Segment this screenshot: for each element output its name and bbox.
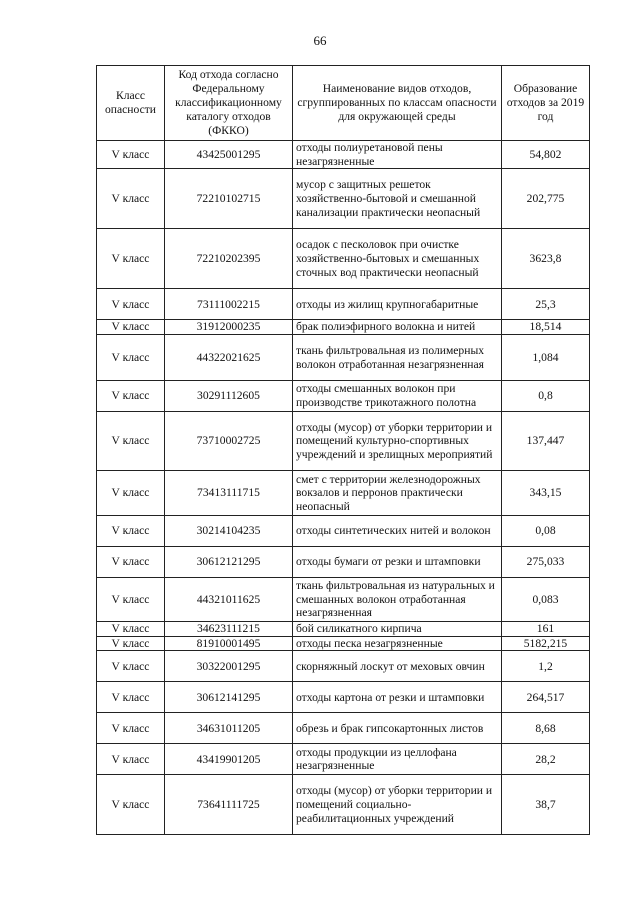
- waste-name-cell: ткань фильтровальная из полимерных волокон отработанная незагрязненная: [293, 335, 502, 381]
- waste-amount-cell: 137,447: [502, 412, 590, 471]
- table-row: [97, 682, 590, 713]
- table-row: [97, 320, 590, 335]
- waste-amount-cell: 8,68: [502, 713, 590, 744]
- fkko-code-cell: 30322001295: [165, 651, 293, 682]
- fkko-code-cell: 72210202395: [165, 229, 293, 289]
- table-row: [97, 622, 590, 637]
- hazard-class-cell: V класс: [97, 169, 165, 229]
- fkko-code-cell: 73413111715: [165, 471, 293, 516]
- waste-amount-cell: 202,775: [502, 169, 590, 229]
- table-row: [97, 289, 590, 320]
- waste-amount-cell: 0,08: [502, 516, 590, 547]
- waste-amount-cell: 275,033: [502, 547, 590, 578]
- waste-name-cell: мусор с защитных решеток хозяйственно-бытовой и смешанной канализации практически неопасный: [293, 169, 502, 229]
- waste-amount-cell: 1,084: [502, 335, 590, 381]
- hazard-class-cell: V класс: [97, 335, 165, 381]
- waste-name-cell: осадок с песколовок при очистке хозяйственно-бытовых и смешанных сточных вод практически неопасный: [293, 229, 502, 289]
- fkko-code-cell: 30291112605: [165, 381, 293, 412]
- fkko-code-cell: 73641111725: [165, 775, 293, 835]
- waste-amount-cell: 3623,8: [502, 229, 590, 289]
- fkko-code-cell: 81910001495: [165, 636, 293, 651]
- hazard-class-cell: V класс: [97, 682, 165, 713]
- table-row: [97, 412, 590, 471]
- waste-amount-cell: 38,7: [502, 775, 590, 835]
- waste-name-cell: смет с территории железнодорожных вокзалов и перронов практически неопасный: [293, 471, 502, 516]
- table-row: [97, 744, 590, 775]
- fkko-code-cell: 43419901205: [165, 744, 293, 775]
- waste-name-cell: отходы продукции из целлофана незагрязненные: [293, 744, 502, 775]
- table-row: [97, 651, 590, 682]
- table-row: [97, 713, 590, 744]
- table-header: [97, 66, 590, 141]
- fkko-code-cell: 31912000235: [165, 320, 293, 335]
- waste-name-cell: скорняжный лоскут от меховых овчин: [293, 651, 502, 682]
- waste-name-cell: отходы картона от резки и штамповки: [293, 682, 502, 713]
- page-number: 66: [313, 33, 327, 48]
- fkko-code-cell: 73710002725: [165, 412, 293, 471]
- fkko-code-cell: 44322021625: [165, 335, 293, 381]
- fkko-code-cell: 43425001295: [165, 141, 293, 169]
- table-row: [97, 141, 590, 169]
- waste-amount-cell: 18,514: [502, 320, 590, 335]
- fkko-code-cell: 72210102715: [165, 169, 293, 229]
- hazard-class-cell: V класс: [97, 381, 165, 412]
- waste-name-cell: отходы синтетических нитей и волокон: [293, 516, 502, 547]
- header-fkko-code: Код отхода согласно Федеральному классификационному каталогу отходов (ФККО): [165, 66, 293, 141]
- header-waste-amount: Образование отходов за 2019 год: [502, 66, 590, 141]
- hazard-class-cell: V класс: [97, 141, 165, 169]
- table-row: [97, 775, 590, 835]
- waste-name-cell: отходы (мусор) от уборки территории и помещений социально-реабилитационных учреждений: [293, 775, 502, 835]
- hazard-class-cell: V класс: [97, 636, 165, 651]
- fkko-code-cell: 30612121295: [165, 547, 293, 578]
- waste-amount-cell: 343,15: [502, 471, 590, 516]
- fkko-code-cell: 44321011625: [165, 578, 293, 622]
- waste-amount-cell: 0,083: [502, 578, 590, 622]
- hazard-class-cell: V класс: [97, 578, 165, 622]
- hazard-class-cell: V класс: [97, 622, 165, 637]
- fkko-code-cell: 34631011205: [165, 713, 293, 744]
- header-hazard-class: Класс опасности: [97, 66, 165, 141]
- waste-amount-cell: 0,8: [502, 381, 590, 412]
- table-row: [97, 636, 590, 651]
- waste-name-cell: отходы из жилищ крупногабаритные: [293, 289, 502, 320]
- fkko-code-cell: 30612141295: [165, 682, 293, 713]
- waste-table: [96, 65, 590, 835]
- waste-name-cell: брак полиэфирного волокна и нитей: [293, 320, 502, 335]
- hazard-class-cell: V класс: [97, 412, 165, 471]
- waste-name-cell: отходы полиуретановой пены незагрязненные: [293, 141, 502, 169]
- table-row: [97, 471, 590, 516]
- waste-name-cell: бой силикатного кирпича: [293, 622, 502, 637]
- table-row: [97, 169, 590, 229]
- header-row: [97, 66, 590, 141]
- hazard-class-cell: V класс: [97, 516, 165, 547]
- table-row: [97, 381, 590, 412]
- waste-amount-cell: 54,802: [502, 141, 590, 169]
- waste-amount-cell: 264,517: [502, 682, 590, 713]
- hazard-class-cell: V класс: [97, 775, 165, 835]
- hazard-class-cell: V класс: [97, 289, 165, 320]
- waste-amount-cell: 1,2: [502, 651, 590, 682]
- fkko-code-cell: 73111002215: [165, 289, 293, 320]
- fkko-code-cell: 30214104235: [165, 516, 293, 547]
- hazard-class-cell: V класс: [97, 320, 165, 335]
- waste-name-cell: отходы бумаги от резки и штамповки: [293, 547, 502, 578]
- waste-name-cell: обрезь и брак гипсокартонных листов: [293, 713, 502, 744]
- waste-name-cell: ткань фильтровальная из натуральных и смешанных волокон отработанная незагрязненная: [293, 578, 502, 622]
- hazard-class-cell: V класс: [97, 713, 165, 744]
- table-body: [97, 141, 590, 835]
- table-row: [97, 335, 590, 381]
- waste-amount-cell: 161: [502, 622, 590, 637]
- header-waste-name: Наименование видов отходов, сгруппированных по классам опасности для окружающей среды: [293, 66, 502, 141]
- hazard-class-cell: V класс: [97, 651, 165, 682]
- waste-amount-cell: 25,3: [502, 289, 590, 320]
- waste-amount-cell: 28,2: [502, 744, 590, 775]
- waste-amount-cell: 5182,215: [502, 636, 590, 651]
- waste-name-cell: отходы песка незагрязненные: [293, 636, 502, 651]
- hazard-class-cell: V класс: [97, 744, 165, 775]
- table-row: [97, 229, 590, 289]
- fkko-code-cell: 34623111215: [165, 622, 293, 637]
- waste-name-cell: отходы смешанных волокон при производстве трикотажного полотна: [293, 381, 502, 412]
- table-row: [97, 547, 590, 578]
- hazard-class-cell: V класс: [97, 471, 165, 516]
- hazard-class-cell: V класс: [97, 229, 165, 289]
- waste-name-cell: отходы (мусор) от уборки территории и помещений культурно-спортивных учреждений и зрелищных мероприятий: [293, 412, 502, 471]
- hazard-class-cell: V класс: [97, 547, 165, 578]
- table-row: [97, 578, 590, 622]
- table-row: [97, 516, 590, 547]
